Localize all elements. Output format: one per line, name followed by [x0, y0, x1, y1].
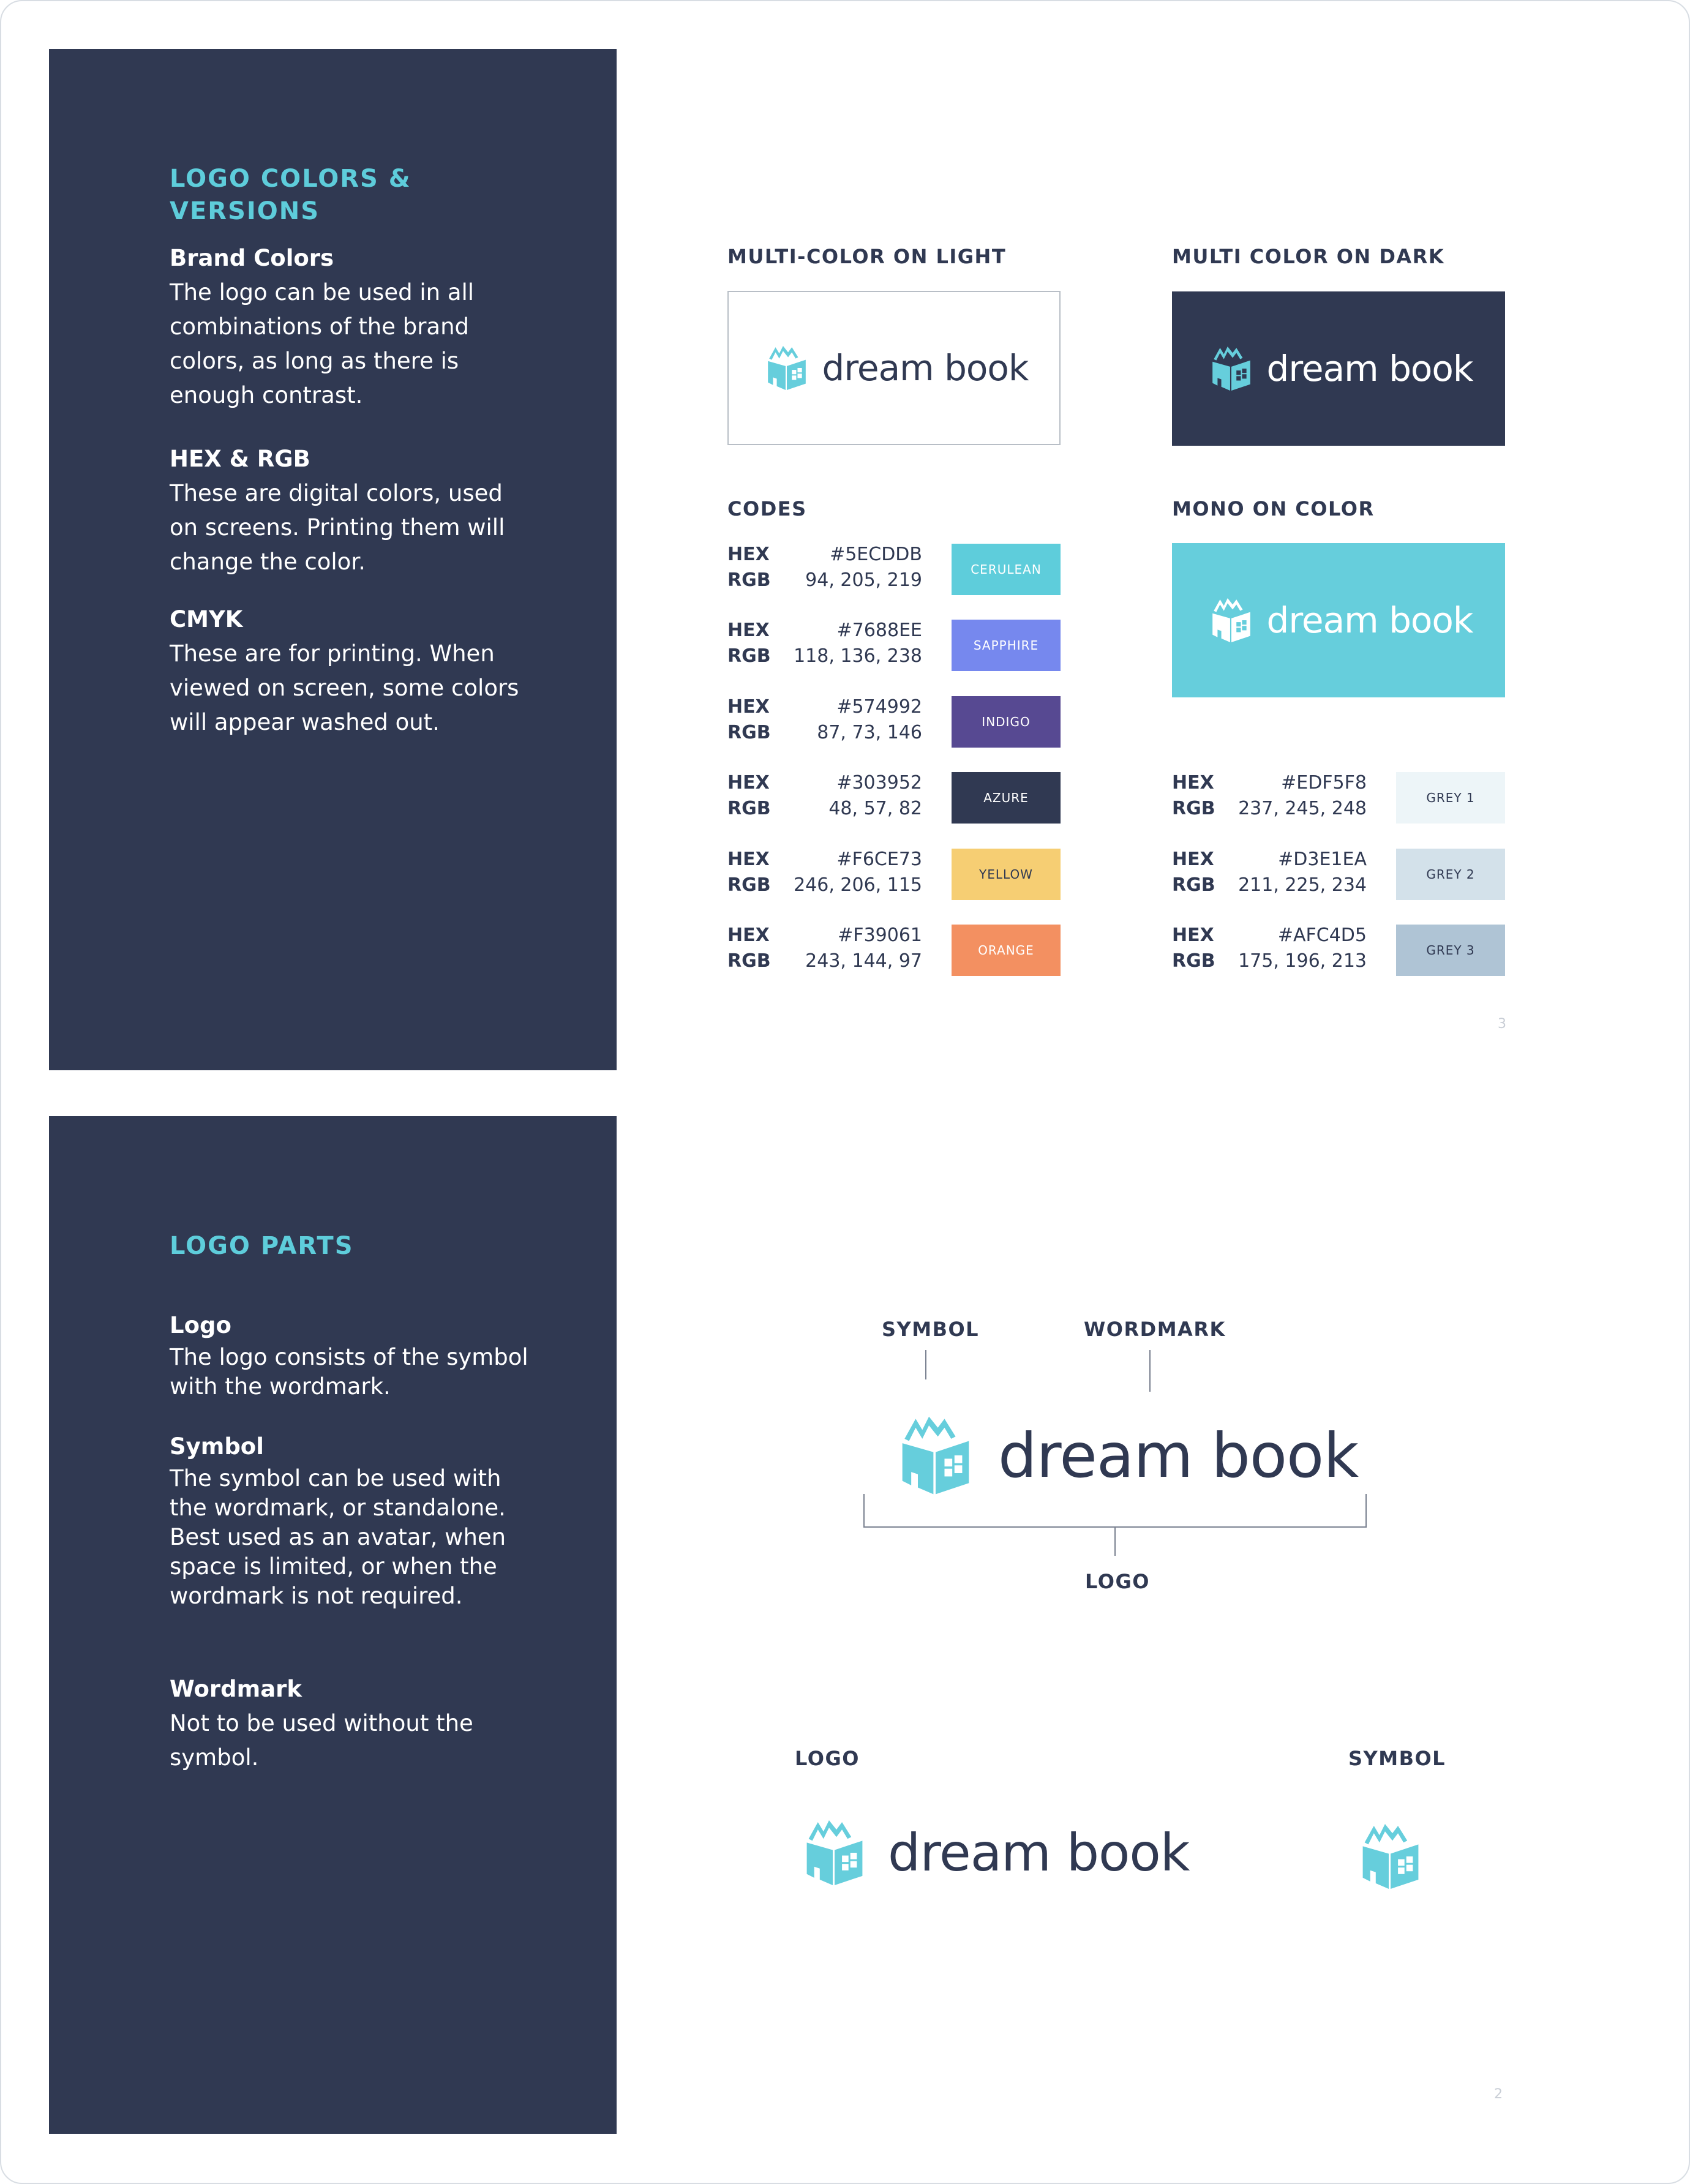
hex-value: #303952	[836, 772, 922, 794]
logo-preview-dark	[1172, 291, 1505, 446]
rgb-value: 246, 206, 115	[794, 874, 922, 896]
logo-text: The logo consists of the symbol with the wordmark.	[170, 1344, 528, 1400]
wordmark-text: Not to be used without the symbol.	[170, 1710, 473, 1771]
hex-key: HEX	[1172, 772, 1214, 794]
book-house-icon	[760, 345, 814, 391]
color-code-row-cerulean	[727, 544, 1061, 596]
hex-key: HEX	[727, 620, 770, 641]
hex-value: #EDF5F8	[1281, 772, 1367, 794]
bottom-label-symbol: SYMBOL	[1348, 1747, 1446, 1770]
rgb-key: RGB	[1172, 798, 1215, 819]
diagram-label-wordmark: WORDMARK	[1084, 1318, 1226, 1341]
bottom-label-logo: LOGO	[795, 1747, 860, 1770]
bottom-symbol	[1351, 1822, 1430, 1893]
color-code-row-grey2	[1172, 849, 1505, 901]
rgb-key: RGB	[727, 722, 771, 743]
color-code-row-azure	[727, 772, 1061, 825]
parts-sidebar-panel	[49, 1116, 617, 2134]
rgb-key: RGB	[727, 645, 771, 667]
colors-sidebar-panel	[49, 49, 617, 1070]
page-title: LOGO PARTS	[170, 1232, 354, 1260]
rgb-key: RGB	[727, 874, 771, 896]
hex-key: HEX	[1172, 925, 1214, 946]
color-swatch-indigo: INDIGO	[952, 696, 1061, 748]
rgb-key: RGB	[1172, 950, 1215, 972]
page-number: 2	[1494, 2087, 1503, 2102]
hex-key: HEX	[727, 772, 770, 794]
rgb-key: RGB	[727, 569, 771, 591]
symbol-text: The symbol can be used with the wordmark, or standalone. Best used as an avatar, when space is limited, or when the wordmark is not required.	[170, 1465, 506, 1609]
logo-bracket-right	[1365, 1494, 1367, 1527]
logo	[1204, 597, 1473, 644]
color-swatch-cerulean: CERULEAN	[952, 544, 1061, 595]
color-swatch-sapphire: SAPPHIRE	[952, 620, 1061, 671]
symbol-heading: Symbol	[170, 1433, 264, 1460]
book-house-icon	[1204, 597, 1258, 644]
hex-key: HEX	[727, 849, 770, 870]
logo-preview-light	[727, 291, 1061, 445]
hex-value: #F39061	[838, 925, 922, 946]
wordmark-heading: Wordmark	[170, 1676, 302, 1702]
color-code-row-orange	[727, 925, 1061, 977]
hex-value: #F6CE73	[836, 849, 922, 870]
color-swatch-orange: ORANGE	[952, 925, 1061, 976]
logo-bracket-left	[863, 1494, 865, 1527]
label-codes: CODES	[727, 497, 807, 520]
bottom-logo	[795, 1818, 1189, 1887]
cmyk-text: These are for printing. When viewed on screen, some colors will appear washed out.	[170, 640, 519, 735]
hex-rgb-heading: HEX & RGB	[170, 446, 310, 472]
cmyk-heading: CMYK	[170, 606, 243, 632]
symbol-pointer-line	[925, 1350, 926, 1379]
wordmark-pointer-line	[1149, 1350, 1151, 1392]
wordmark: dream book	[998, 1419, 1359, 1492]
color-swatch-grey3: GREY 3	[1396, 925, 1505, 976]
hex-key: HEX	[1172, 849, 1214, 870]
book-house-icon	[795, 1818, 874, 1887]
hex-value: #AFC4D5	[1277, 925, 1367, 946]
diagram-label-symbol: SYMBOL	[882, 1318, 980, 1341]
logo-preview-mono	[1172, 543, 1505, 697]
rgb-value: 175, 196, 213	[1238, 950, 1367, 972]
color-swatch-yellow: YELLOW	[952, 849, 1061, 900]
color-code-row-grey3	[1172, 925, 1505, 977]
hex-value: #D3E1EA	[1278, 849, 1367, 870]
diagram-logo	[888, 1414, 1358, 1496]
logo-heading: Logo	[170, 1312, 231, 1338]
wordmark: dream book	[1266, 348, 1473, 389]
wordmark: dream book	[822, 347, 1029, 389]
hex-value: #7688EE	[836, 620, 922, 641]
label-mono-on-color: MONO ON COLOR	[1172, 497, 1375, 520]
diagram-label-logo: LOGO	[1085, 1570, 1150, 1593]
label-multicolor-light: MULTI-COLOR ON LIGHT	[727, 245, 1007, 268]
brand-colors-text: The logo can be used in all combinations of the brand colors, as long as there is enough contrast.	[170, 279, 475, 408]
rgb-value: 87, 73, 146	[817, 722, 922, 743]
color-swatch-azure: AZURE	[952, 772, 1061, 824]
color-swatch-grey1: GREY 1	[1396, 772, 1505, 824]
rgb-key: RGB	[727, 950, 771, 972]
color-code-row-grey1	[1172, 772, 1505, 825]
label-multicolor-dark: MULTI COLOR ON DARK	[1172, 245, 1445, 268]
page-title: LOGO COLORS & VERSIONS	[170, 165, 411, 225]
hex-key: HEX	[727, 544, 770, 565]
hex-key: HEX	[727, 696, 770, 718]
wordmark: dream book	[1266, 599, 1473, 641]
color-swatch-grey2: GREY 2	[1396, 849, 1505, 900]
brand-colors-heading: Brand Colors	[170, 245, 334, 271]
page-number: 3	[1498, 1016, 1506, 1032]
rgb-key: RGB	[727, 798, 771, 819]
wordmark: dream book	[888, 1823, 1190, 1883]
hex-value: #574992	[836, 696, 922, 718]
logo	[760, 345, 1029, 391]
rgb-value: 94, 205, 219	[805, 569, 922, 591]
logo-pointer-line	[1114, 1528, 1116, 1556]
rgb-value: 211, 225, 234	[1238, 874, 1367, 896]
color-code-row-sapphire	[727, 620, 1061, 672]
hex-key: HEX	[727, 925, 770, 946]
book-house-icon	[888, 1414, 983, 1496]
book-house-icon	[1204, 345, 1258, 392]
color-code-row-indigo	[727, 696, 1061, 749]
rgb-key: RGB	[1172, 874, 1215, 896]
color-code-row-yellow	[727, 849, 1061, 901]
rgb-value: 48, 57, 82	[828, 798, 922, 819]
book-house-icon	[1351, 1822, 1430, 1891]
rgb-value: 243, 144, 97	[805, 950, 922, 972]
logo	[1204, 345, 1473, 392]
rgb-value: 118, 136, 238	[794, 645, 922, 667]
hex-value: #5ECDDB	[830, 544, 922, 565]
hex-rgb-text: These are digital colors, used on screens. Printing them will change the color.	[170, 480, 505, 575]
rgb-value: 237, 245, 248	[1238, 798, 1367, 819]
